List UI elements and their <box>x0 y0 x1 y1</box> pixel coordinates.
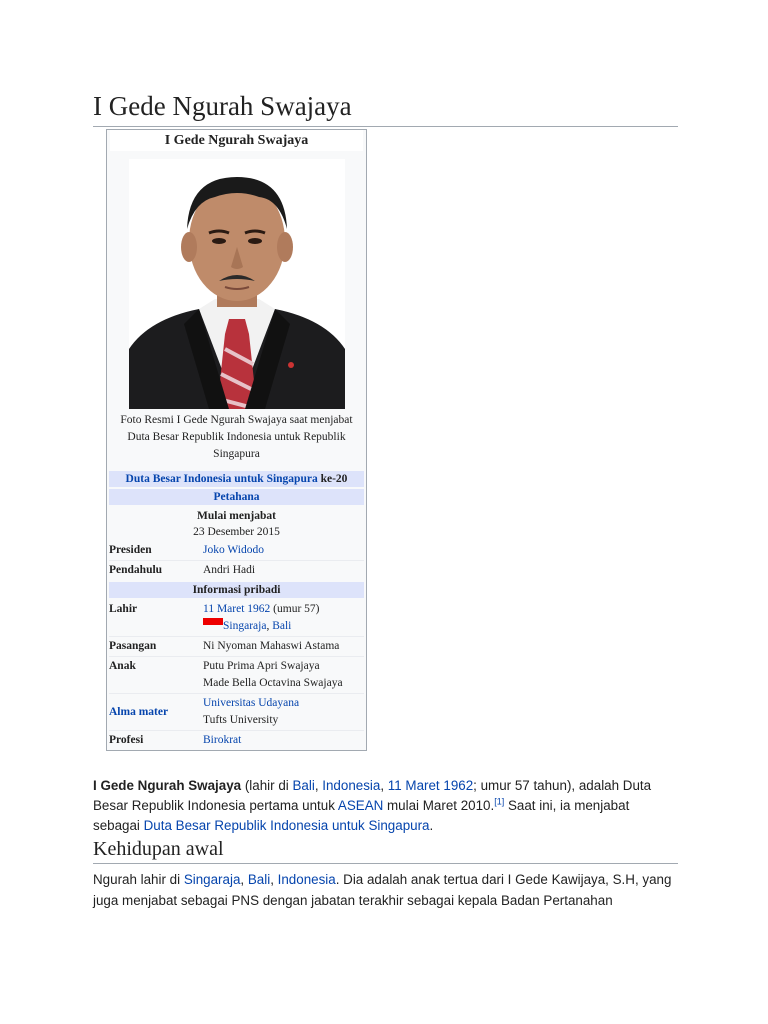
ambassador-link[interactable]: Duta Besar Republik Indonesia untuk Singapura <box>143 818 430 833</box>
birth-date-link[interactable]: 11 Maret 1962 <box>203 603 271 615</box>
row-children <box>109 656 364 693</box>
alma-tufts: Tufts University <box>203 714 279 726</box>
text: ; umur 57 tahun), adalah Duta Besar Republik Indonesia pertama untuk <box>93 778 652 813</box>
text: , <box>240 872 248 887</box>
child-item: Putu Prima Apri Swajaya <box>203 660 320 672</box>
infobox <box>106 129 367 751</box>
term-start-label: Mulai menjabat <box>197 510 276 522</box>
row-profession <box>109 730 364 750</box>
office-link[interactable]: Duta Besar Indonesia untuk Singapura <box>125 473 318 485</box>
alma-udayana-link[interactable]: Universitas Udayana <box>203 697 300 709</box>
office-order: ke-20 <box>320 473 348 485</box>
birth-city-link[interactable]: Singaraja <box>223 620 267 632</box>
indonesia-link[interactable]: Indonesia <box>322 778 381 793</box>
personal-info-header: Informasi pribadi <box>109 582 364 598</box>
text: Ngurah lahir di <box>93 872 184 887</box>
birth-region-link[interactable]: Bali <box>272 620 292 632</box>
office-rows <box>107 541 366 580</box>
asean-link[interactable]: ASEAN <box>337 798 384 813</box>
profession-link[interactable]: Birokrat <box>203 734 242 746</box>
child-item: Made Bella Octavina Swajaya <box>203 677 343 689</box>
row-value: Ni Nyoman Mahaswi Astama <box>203 640 340 652</box>
indonesia-link[interactable]: Indonesia <box>277 872 336 887</box>
office-header <box>109 471 364 487</box>
row-label: Anak <box>109 660 136 672</box>
row-president <box>109 541 364 560</box>
row-label: Pendahulu <box>109 564 163 576</box>
row-label: Profesi <box>109 734 144 746</box>
separator: , <box>266 620 273 632</box>
subject-name: I Gede Ngurah Swajaya <box>93 778 242 793</box>
text: , <box>380 778 388 793</box>
row-value <box>203 658 364 692</box>
photo-caption: Foto Resmi I Gede Ngurah Swajaya saat menjabat Duta Besar Republik Indonesia untuk Republik Singapura <box>120 414 353 460</box>
text: , <box>314 778 323 793</box>
row-spouse <box>109 636 364 656</box>
early-life-paragraph <box>93 869 673 911</box>
president-link[interactable]: Joko Widodo <box>203 544 264 556</box>
bali-link[interactable]: Bali <box>292 778 315 793</box>
status-link[interactable]: Petahana <box>213 491 260 503</box>
reference-link[interactable]: [1] <box>494 796 505 807</box>
row-value <box>203 601 364 635</box>
text: mulai Maret 2010. <box>383 798 495 813</box>
row-label: Presiden <box>109 544 152 556</box>
text: . <box>429 818 434 833</box>
text: , <box>270 872 278 887</box>
infobox-title: I Gede Ngurah Swajaya <box>110 130 363 151</box>
birth-age: (umur 57) <box>273 603 320 615</box>
alma-mater-link[interactable]: Alma mater <box>109 706 169 718</box>
text: (lahir di <box>241 778 293 793</box>
row-born <box>109 600 364 636</box>
row-alma-mater <box>109 693 364 730</box>
row-value: Andri Hadi <box>203 564 256 576</box>
section-heading: Kehidupan awal <box>93 836 678 864</box>
status-header <box>109 489 364 505</box>
date-link[interactable]: 11 Maret 1962 <box>387 778 474 793</box>
row-predecessor <box>109 560 364 580</box>
row-label: Lahir <box>109 603 138 615</box>
bali-link[interactable]: Bali <box>247 872 271 887</box>
text: . Dia adalah anak tertua dari I Gede Kawijaya, S.H, yang juga menjabat sebagai PNS dengan jabatan terakhir sebagai kepala Badan Pertanahan <box>93 872 672 908</box>
text: Saat ini, ia menjabat sebagai <box>93 798 630 833</box>
row-value <box>203 695 364 729</box>
indonesia-flag-icon <box>203 618 223 625</box>
row-label: Pasangan <box>109 640 157 652</box>
page-title: I Gede Ngurah Swajaya <box>93 88 678 127</box>
term-start-value: 23 Desember 2015 <box>193 526 280 538</box>
portrait-photo[interactable] <box>129 159 345 409</box>
intro-paragraph <box>93 776 673 836</box>
singaraja-link[interactable]: Singaraja <box>183 872 241 887</box>
